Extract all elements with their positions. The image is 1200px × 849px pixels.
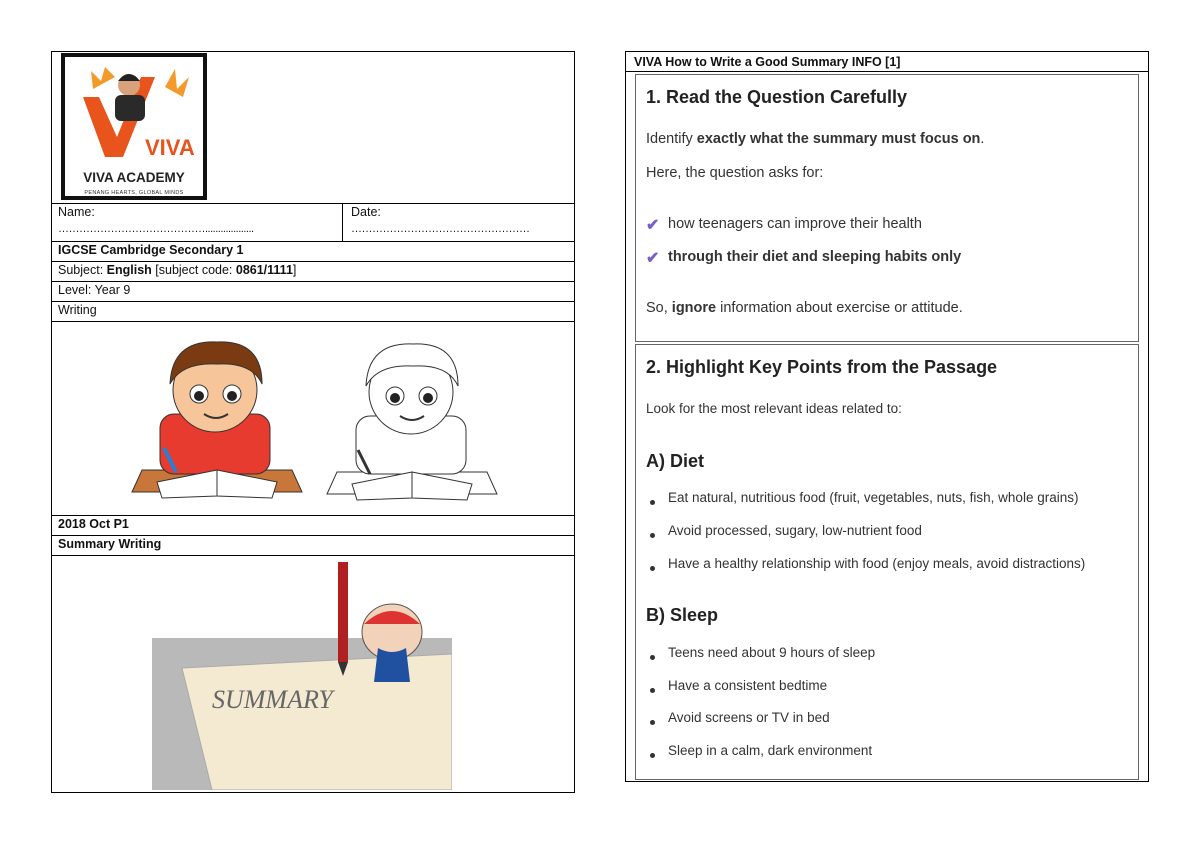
subject-code: 0861/1111	[235, 263, 293, 277]
sleep-point: Sleep in a calm, dark environment	[668, 743, 873, 758]
bullet-icon	[650, 566, 655, 571]
sleep-point: Teens need about 9 hours of sleep	[668, 645, 876, 660]
sleep-heading: B) Sleep	[646, 605, 719, 625]
section1-line2: Here, the question asks for:	[646, 165, 824, 181]
date-label: Date:	[351, 205, 381, 219]
subject-code-suffix: ]	[292, 263, 297, 277]
diet-point: Eat natural, nutritious food (fruit, vegetables, nuts, fish, whole grains)	[668, 490, 1079, 505]
logo-name: VIVA ACADEMY	[83, 170, 185, 185]
line3-post: information about exercise or attitude.	[716, 300, 963, 316]
section-highlight-key-points	[635, 344, 1139, 780]
subject-prefix: Subject:	[58, 263, 107, 277]
bullet-icon	[650, 753, 655, 758]
section1-line3	[646, 300, 963, 316]
summary-word: SUMMARY	[212, 685, 333, 714]
logo-tagline: PENANG HEARTS, GLOBAL MINDS	[84, 190, 184, 196]
name-date-row	[52, 204, 574, 242]
section2-title: 2. Highlight Key Points from the Passage	[646, 357, 998, 377]
students-illustration-row	[52, 322, 574, 516]
level-line: Level: Year 9	[52, 282, 574, 302]
date-field[interactable]	[343, 204, 574, 242]
section1-title: 1. Read the Question Carefully	[646, 87, 908, 107]
bullet-icon	[650, 533, 655, 538]
bullet-icon	[650, 655, 655, 660]
check-item-1: how teenagers can improve their health	[668, 216, 922, 232]
subject-line	[52, 262, 574, 282]
guide-header: VIVA How to Write a Good Summary INFO [1]	[626, 52, 1148, 72]
task-line: Summary Writing	[52, 536, 574, 556]
bullet-icon	[650, 720, 655, 725]
section1-line1	[646, 131, 984, 147]
subject-name: English	[106, 263, 152, 277]
diet-point: Avoid processed, sugary, low-nutrient food	[668, 523, 922, 538]
name-dots: ……………………………………...................	[58, 223, 254, 235]
exam-title: IGCSE Cambridge Secondary 1	[52, 242, 574, 262]
line1-pre: Identify	[646, 131, 697, 147]
bullet-icon	[650, 500, 655, 505]
line1-post: .	[980, 131, 985, 147]
paper-line: 2018 Oct P1	[52, 516, 574, 536]
students-illustration	[52, 322, 574, 514]
worksheet-cover	[51, 51, 575, 793]
logo-mark-text: VIVA	[145, 135, 195, 160]
section2-intro: Look for the most relevant ideas related to:	[646, 401, 902, 416]
writing-line: Writing	[52, 302, 574, 322]
sleep-point: Have a consistent bedtime	[668, 678, 828, 693]
date-dots: ……………………………………………	[351, 223, 530, 235]
logo-row	[52, 52, 574, 204]
diet-point: Have a healthy relationship with food (enjoy meals, avoid distractions)	[668, 556, 1086, 571]
diet-heading: A) Diet	[646, 451, 704, 471]
name-field[interactable]	[52, 204, 343, 242]
summary-illustration	[152, 558, 452, 790]
line1-bold: exactly what the summary must focus on	[696, 131, 981, 147]
subject-code-prefix: [subject code:	[151, 263, 236, 277]
summary-guide	[625, 51, 1149, 782]
line3-pre: So,	[646, 300, 672, 316]
check-icon: ✔	[646, 217, 660, 234]
check-item-2: through their diet and sleeping habits only	[668, 249, 962, 265]
sleep-point: Avoid screens or TV in bed	[668, 710, 830, 725]
section-read-question	[635, 74, 1139, 342]
check-icon: ✔	[646, 250, 660, 267]
line3-bold: ignore	[671, 300, 717, 316]
viva-academy-logo	[61, 53, 207, 200]
name-label: Name:	[58, 205, 95, 219]
bullet-icon	[650, 688, 655, 693]
